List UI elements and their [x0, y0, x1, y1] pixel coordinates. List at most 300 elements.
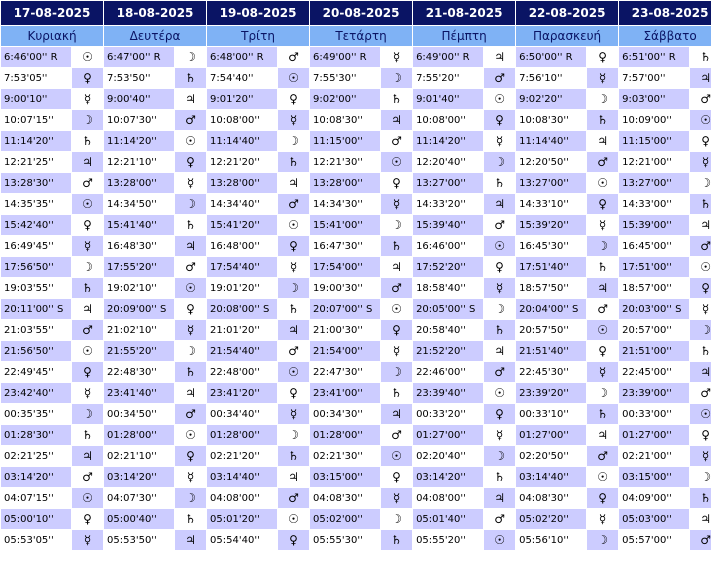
hour-start-time: 17:52'20''	[413, 257, 483, 277]
planet-symbol-icon: ♂	[381, 425, 412, 445]
table-row	[1, 530, 711, 550]
planet-symbol-icon: ♄	[175, 68, 206, 88]
hour-start-time: 04:08'00''	[207, 488, 277, 508]
hour-start-time: 18:58'40''	[413, 278, 483, 298]
hour-start-time: 03:14'20''	[413, 467, 483, 487]
planet-symbol-icon: ☉	[484, 530, 515, 550]
hour-start-time: 23:41'20''	[207, 383, 277, 403]
planet-symbol-icon: ☉	[690, 257, 711, 277]
hour-start-time: 11:14'20''	[104, 131, 174, 151]
hour-start-time: 10:08'30''	[516, 110, 586, 130]
hour-start-time: 13:27'00''	[516, 173, 586, 193]
hour-start-time: 10:08'00''	[413, 110, 483, 130]
planet-symbol-icon: ☿	[484, 131, 515, 151]
hour-start-time: 20:57'50''	[516, 320, 586, 340]
hour-start-time: 13:28'30''	[1, 173, 71, 193]
planet-symbol-icon: ♀	[175, 446, 206, 466]
hours-body	[1, 47, 711, 550]
planet-symbol-icon: ♃	[278, 467, 309, 487]
hour-start-time: 10:07'30''	[104, 110, 174, 130]
hour-start-time: 02:21'25''	[1, 446, 71, 466]
planet-symbol-icon: ♃	[587, 131, 618, 151]
hour-start-time: 20:07'00'' S	[310, 299, 380, 319]
hour-start-time: 17:51'40''	[516, 257, 586, 277]
table-row	[1, 299, 711, 319]
planet-symbol-icon: ♄	[484, 173, 515, 193]
planet-symbol-icon: ♂	[175, 110, 206, 130]
hour-start-time: 6:49'00'' R	[310, 47, 380, 67]
hour-start-time: 14:34'40''	[207, 194, 277, 214]
hour-start-time: 00:34'30''	[310, 404, 380, 424]
hour-start-time: 20:03'00'' S	[619, 299, 689, 319]
planet-symbol-icon: ☉	[278, 509, 309, 529]
hour-start-time: 04:08'00''	[413, 488, 483, 508]
planet-symbol-icon: ♄	[587, 257, 618, 277]
hour-start-time: 00:35'35''	[1, 404, 71, 424]
hour-start-time: 23:42'40''	[1, 383, 71, 403]
planet-symbol-icon: ♂	[690, 383, 711, 403]
hour-start-time: 13:28'00''	[207, 173, 277, 193]
hour-start-time: 13:27'00''	[413, 173, 483, 193]
hour-start-time: 6:51'00'' R	[619, 47, 689, 67]
planet-symbol-icon: ♄	[587, 404, 618, 424]
planet-symbol-icon: ♀	[587, 194, 618, 214]
planet-symbol-icon: ☉	[72, 488, 103, 508]
planet-symbol-icon: ☿	[278, 110, 309, 130]
hour-start-time: 9:00'40''	[104, 89, 174, 109]
planet-symbol-icon: ♂	[690, 530, 711, 550]
hour-start-time: 9:00'10''	[1, 89, 71, 109]
planet-symbol-icon: ☉	[484, 236, 515, 256]
hour-start-time: 11:14'40''	[516, 131, 586, 151]
hour-start-time: 23:39'40''	[413, 383, 483, 403]
hour-start-time: 20:04'00'' S	[516, 299, 586, 319]
hour-start-time: 04:07'30''	[104, 488, 174, 508]
hour-start-time: 20:09'00'' S	[104, 299, 174, 319]
planet-symbol-icon: ♃	[72, 152, 103, 172]
hour-start-time: 23:39'00''	[619, 383, 689, 403]
planet-symbol-icon: ☽	[72, 404, 103, 424]
planet-symbol-icon: ♃	[278, 173, 309, 193]
planet-symbol-icon: ♃	[175, 236, 206, 256]
hour-start-time: 17:56'50''	[1, 257, 71, 277]
table-row	[1, 110, 711, 130]
hour-start-time: 21:03'55''	[1, 320, 71, 340]
hour-start-time: 12:21'10''	[104, 152, 174, 172]
table-row	[1, 89, 711, 109]
planet-symbol-icon: ♄	[278, 299, 309, 319]
table-row	[1, 488, 711, 508]
hour-start-time: 22:45'00''	[619, 362, 689, 382]
hour-start-time: 16:47'30''	[310, 236, 380, 256]
hour-start-time: 11:14'20''	[1, 131, 71, 151]
planet-symbol-icon: ♀	[72, 215, 103, 235]
planet-symbol-icon: ♀	[690, 425, 711, 445]
planet-symbol-icon: ♄	[72, 278, 103, 298]
planet-symbol-icon: ♄	[381, 383, 412, 403]
planet-symbol-icon: ☽	[72, 110, 103, 130]
planet-symbol-icon: ♄	[690, 194, 711, 214]
planet-symbol-icon: ☽	[690, 467, 711, 487]
planet-symbol-icon: ♃	[690, 509, 711, 529]
planet-symbol-icon: ♄	[278, 152, 309, 172]
hour-start-time: 14:33'10''	[516, 194, 586, 214]
planet-symbol-icon: ♀	[72, 68, 103, 88]
planet-symbol-icon: ☉	[484, 383, 515, 403]
hour-start-time: 21:00'30''	[310, 320, 380, 340]
table-row	[1, 131, 711, 151]
hour-start-time: 15:39'40''	[413, 215, 483, 235]
hour-start-time: 05:55'20''	[413, 530, 483, 550]
planet-symbol-icon: ♃	[175, 530, 206, 550]
planet-symbol-icon: ☉	[381, 299, 412, 319]
planet-symbol-icon: ♄	[587, 110, 618, 130]
table-row	[1, 341, 711, 361]
planet-symbol-icon: ☽	[175, 488, 206, 508]
planet-symbol-icon: ♀	[72, 362, 103, 382]
hour-start-time: 21:51'40''	[516, 341, 586, 361]
planet-symbol-icon: ☿	[690, 152, 711, 172]
planet-symbol-icon: ♀	[278, 89, 309, 109]
hour-start-time: 05:02'20''	[516, 509, 586, 529]
hour-start-time: 23:39'20''	[516, 383, 586, 403]
planet-symbol-icon: ♂	[72, 320, 103, 340]
planet-symbol-icon: ♀	[587, 488, 618, 508]
hour-start-time: 6:48'00'' R	[207, 47, 277, 67]
planet-symbol-icon: ☽	[278, 131, 309, 151]
hour-start-time: 10:08'30''	[310, 110, 380, 130]
planet-symbol-icon: ☉	[381, 152, 412, 172]
hour-start-time: 14:34'50''	[104, 194, 174, 214]
hour-start-time: 21:56'50''	[1, 341, 71, 361]
hour-start-time: 12:21'00''	[619, 152, 689, 172]
planet-symbol-icon: ☽	[278, 425, 309, 445]
hour-start-time: 04:08'30''	[516, 488, 586, 508]
planet-symbol-icon: ☽	[175, 194, 206, 214]
planet-symbol-icon: ♄	[278, 446, 309, 466]
hour-start-time: 23:41'00''	[310, 383, 380, 403]
date-header: 19-08-2025	[207, 1, 309, 25]
planet-symbol-icon: ♃	[278, 320, 309, 340]
planet-symbol-icon: ♀	[381, 467, 412, 487]
planet-symbol-icon: ☿	[175, 467, 206, 487]
hour-start-time: 21:52'20''	[413, 341, 483, 361]
planet-symbol-icon: ♃	[175, 383, 206, 403]
planet-symbol-icon: ☽	[381, 215, 412, 235]
planet-symbol-icon: ☽	[484, 152, 515, 172]
planet-symbol-icon: ♂	[484, 362, 515, 382]
hour-start-time: 9:03'00''	[619, 89, 689, 109]
planet-symbol-icon: ♀	[587, 47, 618, 67]
hour-start-time: 17:54'40''	[207, 257, 277, 277]
planet-symbol-icon: ☽	[690, 173, 711, 193]
planet-symbol-icon: ♀	[278, 530, 309, 550]
planet-symbol-icon: ☿	[175, 320, 206, 340]
hour-start-time: 7:55'30''	[310, 68, 380, 88]
hour-start-time: 7:57'00''	[619, 68, 689, 88]
planet-symbol-icon: ♄	[381, 530, 412, 550]
planet-symbol-icon: ♀	[484, 404, 515, 424]
planet-symbol-icon: ♃	[484, 341, 515, 361]
hour-start-time: 05:01'20''	[207, 509, 277, 529]
hour-start-time: 7:53'05''	[1, 68, 71, 88]
hour-start-time: 19:01'20''	[207, 278, 277, 298]
hour-start-time: 10:08'00''	[207, 110, 277, 130]
planet-symbol-icon: ☽	[381, 68, 412, 88]
table-row	[1, 173, 711, 193]
hour-start-time: 22:45'30''	[516, 362, 586, 382]
planet-symbol-icon: ☿	[278, 257, 309, 277]
hour-start-time: 9:01'40''	[413, 89, 483, 109]
planet-symbol-icon: ♄	[381, 236, 412, 256]
hour-start-time: 03:15'00''	[619, 467, 689, 487]
hour-start-time: 6:46'00'' R	[1, 47, 71, 67]
planet-symbol-icon: ♂	[381, 278, 412, 298]
planet-symbol-icon: ♃	[690, 362, 711, 382]
planet-symbol-icon: ☿	[587, 509, 618, 529]
planet-symbol-icon: ♀	[175, 299, 206, 319]
planet-symbol-icon: ☿	[587, 362, 618, 382]
planet-symbol-icon: ♂	[587, 152, 618, 172]
planet-symbol-icon: ♂	[484, 68, 515, 88]
hour-start-time: 01:28'30''	[1, 425, 71, 445]
planet-symbol-icon: ♂	[278, 194, 309, 214]
weekday-header: Τρίτη	[207, 26, 309, 46]
hour-start-time: 00:33'20''	[413, 404, 483, 424]
hour-start-time: 12:20'50''	[516, 152, 586, 172]
hour-start-time: 15:42'40''	[1, 215, 71, 235]
hour-start-time: 16:45'00''	[619, 236, 689, 256]
planet-symbol-icon: ☉	[587, 467, 618, 487]
hour-start-time: 7:55'20''	[413, 68, 483, 88]
hour-start-time: 17:55'20''	[104, 257, 174, 277]
planet-symbol-icon: ☿	[72, 89, 103, 109]
planet-symbol-icon: ♀	[278, 236, 309, 256]
weekday-header: Δευτέρα	[104, 26, 206, 46]
planet-symbol-icon: ♄	[484, 320, 515, 340]
planet-symbol-icon: ☿	[381, 47, 412, 67]
weekday-header: Τετάρτη	[310, 26, 412, 46]
table-row	[1, 236, 711, 256]
hour-start-time: 22:49'45''	[1, 362, 71, 382]
hour-start-time: 16:45'30''	[516, 236, 586, 256]
hour-start-time: 16:48'30''	[104, 236, 174, 256]
hour-start-time: 04:09'00''	[619, 488, 689, 508]
hour-start-time: 16:48'00''	[207, 236, 277, 256]
hour-start-time: 04:08'30''	[310, 488, 380, 508]
planet-symbol-icon: ♄	[175, 215, 206, 235]
hour-start-time: 05:53'05''	[1, 530, 71, 550]
hour-start-time: 13:27'00''	[619, 173, 689, 193]
hour-start-time: 14:33'20''	[413, 194, 483, 214]
hour-start-time: 18:57'50''	[516, 278, 586, 298]
date-header: 20-08-2025	[310, 1, 412, 25]
table-row	[1, 68, 711, 88]
planet-symbol-icon: ☽	[381, 509, 412, 529]
planet-symbol-icon: ☉	[690, 404, 711, 424]
planet-symbol-icon: ☉	[175, 278, 206, 298]
weekday-header: Σάββατο	[619, 26, 711, 46]
table-row	[1, 152, 711, 172]
hour-start-time: 05:00'40''	[104, 509, 174, 529]
planet-symbol-icon: ♂	[278, 47, 309, 67]
planet-symbol-icon: ♄	[175, 362, 206, 382]
weekday-header: Κυριακή	[1, 26, 103, 46]
hour-start-time: 12:21'25''	[1, 152, 71, 172]
planet-symbol-icon: ♀	[175, 152, 206, 172]
planet-symbol-icon: ♄	[690, 341, 711, 361]
planet-symbol-icon: ♃	[72, 299, 103, 319]
hour-start-time: 6:49'00'' R	[413, 47, 483, 67]
hour-start-time: 03:14'20''	[1, 467, 71, 487]
planet-symbol-icon: ♀	[690, 131, 711, 151]
hour-start-time: 13:28'00''	[104, 173, 174, 193]
hour-start-time: 12:21'20''	[207, 152, 277, 172]
hour-start-time: 11:15'00''	[619, 131, 689, 151]
planet-symbol-icon: ☽	[587, 89, 618, 109]
planet-symbol-icon: ☿	[72, 383, 103, 403]
hour-start-time: 01:28'00''	[310, 425, 380, 445]
weekday-header-row	[1, 26, 711, 46]
table-row	[1, 425, 711, 445]
planet-symbol-icon: ☽	[587, 383, 618, 403]
hour-start-time: 05:02'00''	[310, 509, 380, 529]
hour-start-time: 00:34'40''	[207, 404, 277, 424]
hour-start-time: 03:14'20''	[104, 467, 174, 487]
planet-symbol-icon: ☉	[72, 47, 103, 67]
planet-symbol-icon: ♃	[690, 215, 711, 235]
planet-symbol-icon: ♄	[72, 425, 103, 445]
planet-symbol-icon: ☉	[381, 446, 412, 466]
planet-symbol-icon: ☽	[278, 278, 309, 298]
planet-symbol-icon: ♀	[381, 320, 412, 340]
planet-symbol-icon: ☉	[72, 194, 103, 214]
hour-start-time: 05:53'50''	[104, 530, 174, 550]
hour-start-time: 02:21'30''	[310, 446, 380, 466]
table-row	[1, 257, 711, 277]
planet-symbol-icon: ☽	[484, 446, 515, 466]
hour-start-time: 9:02'20''	[516, 89, 586, 109]
planet-symbol-icon: ☿	[690, 299, 711, 319]
planet-symbol-icon: ♂	[278, 488, 309, 508]
hour-start-time: 05:00'10''	[1, 509, 71, 529]
hour-start-time: 17:51'00''	[619, 257, 689, 277]
hour-start-time: 03:15'00''	[310, 467, 380, 487]
hour-start-time: 9:02'00''	[310, 89, 380, 109]
planet-symbol-icon: ☿	[381, 488, 412, 508]
date-header: 21-08-2025	[413, 1, 515, 25]
date-header-row	[1, 1, 711, 25]
hour-start-time: 16:49'45''	[1, 236, 71, 256]
hour-start-time: 15:39'00''	[619, 215, 689, 235]
hour-start-time: 13:28'00''	[310, 173, 380, 193]
table-row	[1, 404, 711, 424]
planet-symbol-icon: ☿	[690, 446, 711, 466]
hour-start-time: 02:20'50''	[516, 446, 586, 466]
planet-symbol-icon: ♄	[72, 131, 103, 151]
hour-start-time: 9:01'20''	[207, 89, 277, 109]
table-row	[1, 362, 711, 382]
hour-start-time: 05:03'00''	[619, 509, 689, 529]
hour-start-time: 02:21'20''	[207, 446, 277, 466]
planet-symbol-icon: ☽	[381, 362, 412, 382]
hour-start-time: 05:55'30''	[310, 530, 380, 550]
planet-symbol-icon: ☉	[484, 89, 515, 109]
hour-start-time: 10:09'00''	[619, 110, 689, 130]
date-header: 23-08-2025	[619, 1, 711, 25]
hour-start-time: 00:33'00''	[619, 404, 689, 424]
hour-start-time: 11:15'00''	[310, 131, 380, 151]
planet-symbol-icon: ☉	[175, 425, 206, 445]
planet-symbol-icon: ☉	[175, 131, 206, 151]
hour-start-time: 23:41'40''	[104, 383, 174, 403]
hour-start-time: 22:48'30''	[104, 362, 174, 382]
planet-symbol-icon: ☿	[72, 530, 103, 550]
planet-symbol-icon: ♄	[690, 488, 711, 508]
hour-start-time: 02:21'00''	[619, 446, 689, 466]
planet-symbol-icon: ♂	[175, 257, 206, 277]
planet-symbol-icon: ♀	[587, 341, 618, 361]
hour-start-time: 20:05'00'' S	[413, 299, 483, 319]
planet-symbol-icon: ☿	[587, 68, 618, 88]
hour-start-time: 19:00'30''	[310, 278, 380, 298]
planet-symbol-icon: ♀	[72, 509, 103, 529]
hour-start-time: 21:54'00''	[310, 341, 380, 361]
hour-start-time: 18:57'00''	[619, 278, 689, 298]
hour-start-time: 15:41'40''	[104, 215, 174, 235]
planet-symbol-icon: ☿	[278, 404, 309, 424]
hour-start-time: 15:41'00''	[310, 215, 380, 235]
hour-start-time: 14:35'35''	[1, 194, 71, 214]
hour-start-time: 22:48'00''	[207, 362, 277, 382]
planet-symbol-icon: ♄	[175, 509, 206, 529]
planet-symbol-icon: ♃	[175, 89, 206, 109]
hour-start-time: 11:14'40''	[207, 131, 277, 151]
hour-start-time: 11:14'20''	[413, 131, 483, 151]
hour-start-time: 03:14'40''	[516, 467, 586, 487]
hour-start-time: 20:08'00'' S	[207, 299, 277, 319]
planet-symbol-icon: ♀	[484, 257, 515, 277]
hour-start-time: 20:58'40''	[413, 320, 483, 340]
table-row	[1, 47, 711, 67]
table-row	[1, 467, 711, 487]
hour-start-time: 01:27'00''	[516, 425, 586, 445]
planet-symbol-icon: ♃	[484, 194, 515, 214]
planet-symbol-icon: ☉	[587, 320, 618, 340]
hour-start-time: 6:50'00'' R	[516, 47, 586, 67]
planet-symbol-icon: ☉	[587, 173, 618, 193]
planet-symbol-icon: ♂	[72, 173, 103, 193]
planet-symbol-icon: ♂	[587, 446, 618, 466]
table-row	[1, 446, 711, 466]
planet-symbol-icon: ♂	[381, 131, 412, 151]
table-row	[1, 320, 711, 340]
hour-start-time: 7:56'10''	[516, 68, 586, 88]
planet-symbol-icon: ☿	[381, 194, 412, 214]
hour-start-time: 12:20'40''	[413, 152, 483, 172]
planet-symbol-icon: ♄	[484, 467, 515, 487]
planet-symbol-icon: ☉	[278, 362, 309, 382]
planet-symbol-icon: ☉	[278, 68, 309, 88]
planet-symbol-icon: ☽	[484, 299, 515, 319]
hour-start-time: 20:11'00'' S	[1, 299, 71, 319]
planet-symbol-icon: ☉	[278, 215, 309, 235]
planet-symbol-icon: ♄	[690, 47, 711, 67]
planet-symbol-icon: ♂	[72, 467, 103, 487]
weekday-header: Παρασκευή	[516, 26, 618, 46]
hour-start-time: 15:41'20''	[207, 215, 277, 235]
hour-start-time: 15:39'20''	[516, 215, 586, 235]
